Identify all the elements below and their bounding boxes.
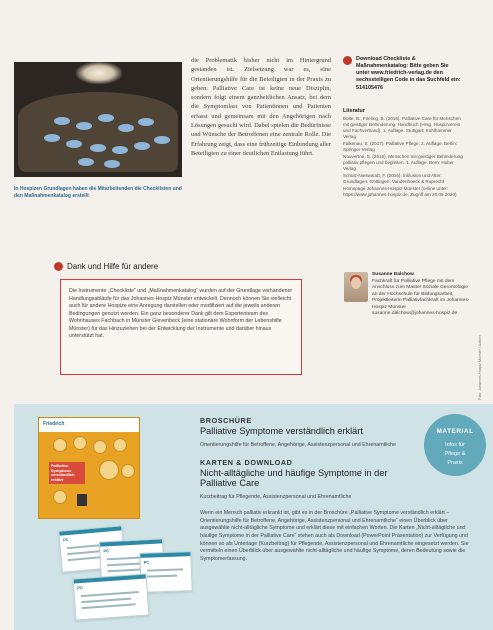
- disc-marker: [138, 118, 154, 126]
- disc-marker: [54, 117, 70, 125]
- card-bar: [140, 552, 190, 558]
- disc-marker: [104, 160, 120, 168]
- author-bio: Fachkraft für Palliative Pflege mit dem Anschluss zum Master Soziale Gerontologie an der Hochschule für Bildungsarbeit, Projektleiterin Palliativfachkraft im Johannes-Hospiz Münster: [372, 278, 470, 310]
- avatar-head: [351, 277, 361, 289]
- literature-entry: Nouvertné, S. (2015). Menschen mit geistiger Behinderung palliativ pflegen und begleiten. 1. Auflage. Bern: Huber Verlag: [343, 153, 463, 171]
- cover-figure-icon: [73, 436, 87, 450]
- literature-entry: Schulz-Nieswandt, F. (2016). Inklusion und Alter. Grundlagen. Göttingen: Vandenhoeck & Ruprecht: [343, 172, 445, 184]
- disc-marker: [90, 144, 106, 152]
- card-abbr: PC: [62, 537, 69, 543]
- disc-marker: [78, 158, 94, 166]
- card-line: [81, 591, 139, 597]
- cover-figure-icon: [53, 490, 67, 504]
- lamp-light: [76, 62, 122, 84]
- download-bullet-icon: [343, 56, 352, 65]
- disc-marker: [66, 140, 82, 148]
- cover-figure-icon: [77, 494, 87, 506]
- article-paragraph: die Problematik bisher nicht im Hintergrund gestanden ist. Zielsetzung war es, eine Orientierungshilfe für die Beteiligten in der Praxis zu geben. Palliative Care ist keine neue Disziplin, sondern folgt einem ganzheitlichen Ansatz, bei dem die Symptomlast von Patientinnen und Patienten erfasst und gemeinsam mit den Angehörigen nach Lösungen gesucht wird. Dabei spielen die Bedürfnisse und Wünsche der Betroffenen eine zentrale Rolle. Die Erfahrung zeigt, dass eine frühzeitige Einbindung aller Beteiligten zu einer deutlichen Entlastung führt.: [191, 57, 332, 157]
- disc-marker: [112, 146, 128, 154]
- table-surface: [18, 92, 178, 172]
- material-description-text: Wenn ein Mensch palliativ erkrankt ist, gibt es in der Broschüre „Palliative Symptome verständlich erklärt – Orientierungshilfe für Betroffene, Angehörige, Assistenzpersonal und Ehrenamtliche“ einen Überblick über ausgewählte nicht-alltägliche Symptome und erklärt diese mit einfachen Worten. Die Karten „Nicht-alltägliche und häufige Symptome in der Palliative Care“ stehen auch als Download (PowerPoint Präsentation) zur Verfügung und können so als Unterlage (Kurzbeitrag) für Pflegende, Assistenzpersonal und Ehrenamtliche eingesetzt werden. Sie vermitteln einen Überblick über ausgewählte nicht-alltägliche und häufige Symptome, deren Bedeutung sowie die Symptomerfassung.: [200, 510, 469, 563]
- badge-line: Pflege &: [444, 451, 466, 457]
- disc-marker: [154, 136, 170, 144]
- cards-title: Nicht-alltägliche und häufige Symptome in der Palliative Care: [200, 468, 388, 489]
- badge-title: MATERIAL: [436, 428, 474, 435]
- thanks-bullet-icon: [54, 262, 63, 271]
- card-abbr: PC: [77, 584, 84, 591]
- cover-figure-icon: [53, 438, 67, 452]
- disc-marker: [98, 114, 114, 122]
- literature-list: [343, 108, 463, 199]
- literature-entry: Homepage Johannes-Hospiz Münster (online unter: https://www.johannes-hospiz.de, Zugriff am 20.05.2020): [343, 185, 457, 197]
- brochure-cover: [38, 417, 140, 519]
- thanks-box: [60, 279, 302, 375]
- brochure-subtitle: Orientierungshilfe für Betroffene, Angehörige, Assistenzpersonal und Ehrenamtliche: [200, 442, 397, 448]
- cover-figure-icon: [93, 440, 107, 454]
- literature-entry: Bolte, B., Frieling, B. (2016). Palliative Care für Menschen mit geistiger Behinderung. Handbuch (Hrsg. Hospizverein und Fachverband). 1. Auflage. Stuttgart: Kohlhammer Verlag: [343, 116, 461, 139]
- card-line: [147, 568, 183, 571]
- article-column: [191, 56, 331, 158]
- card-bar: [100, 539, 162, 546]
- brochure-title: Palliative Symptome verständlich erklärt: [200, 426, 363, 436]
- author-email[interactable]: susanne.dalchow@johannes-hospiz.de: [372, 311, 458, 317]
- disc-marker: [118, 124, 134, 132]
- card-line: [81, 598, 131, 603]
- symptom-card: [73, 573, 150, 620]
- card-line: [147, 575, 177, 578]
- thanks-text: Die Instrumente „Checkliste“ und „Maßnahmenkatalog“ wurden auf der Grundlage vorhandener Handlungsabläufe für das Johannes-Hospiz Münster entwickelt. Dennoch können Sie vielleicht auch für andere Hospize eine Anregung darstellen oder modifiziert auf die jeweils anderen Bedingungen genutzt werden. Ein ganz besonderer Dank gilt dem Expertenteam des Wohnhauses Fachbach in Münster Gievenbeck (eine stationäre Wohnform der Lebenshilfe Münster) für das Hinzuziehen bei der Entwicklung der Instrumente und darüber hinaus unterstützt hat.: [69, 288, 293, 340]
- card-abbr: PC: [143, 559, 150, 565]
- hospice-photo: [14, 62, 182, 177]
- download-text: Download Checkliste & Maßnahmenkatalog: Bitte geben Sie unter www.friedrich-verlag.de den sechsstelligen Code in das Suchfeld ein: 514105476: [356, 56, 461, 91]
- cover-figure-icon: [113, 438, 127, 452]
- cover-figure-icon: [121, 464, 135, 478]
- badge-line: Praxis: [447, 460, 463, 466]
- literature-entry: Falkenau, S. (2017). Palliative Pflege. 2. Auflage. Berlin: Springer Verlag: [343, 140, 458, 152]
- photo-credit: [478, 260, 486, 400]
- cards-label: KARTEN & DOWNLOAD: [200, 458, 293, 467]
- disc-marker: [76, 122, 92, 130]
- card-abbr: PC: [103, 548, 110, 554]
- badge-line: Infos für: [445, 442, 465, 448]
- card-line: [82, 603, 136, 608]
- photo-caption: In Hospizen Grundlagen haben die Mitarbeitenden die Checklisten und den Maßnahmenkatalog erstellt: [14, 186, 182, 199]
- author-name: Susanne Dalchow: [372, 272, 414, 277]
- disc-marker: [44, 134, 60, 142]
- material-description: [200, 510, 476, 564]
- thanks-heading: Dank und Hilfe für andere: [67, 262, 159, 271]
- cover-figure-icon: [99, 460, 119, 480]
- disc-marker: [134, 142, 150, 150]
- cover-title: Palliative Symptome verständlich erklärt: [51, 463, 75, 482]
- cards-subtitle: Kurzbeitrag für Pflegende, Assistenzpersonal und Ehrenamtliche: [200, 494, 352, 500]
- photo-credit-text: Foto: Johannes-Hospiz Münster / Autorin: [478, 334, 482, 400]
- brochure-label: BROSCHÜRE: [200, 416, 252, 425]
- author-avatar: [344, 272, 368, 302]
- cover-logo: Friedrich: [43, 421, 65, 427]
- literature-heading: Literatur: [343, 108, 365, 114]
- author-info: [372, 272, 472, 318]
